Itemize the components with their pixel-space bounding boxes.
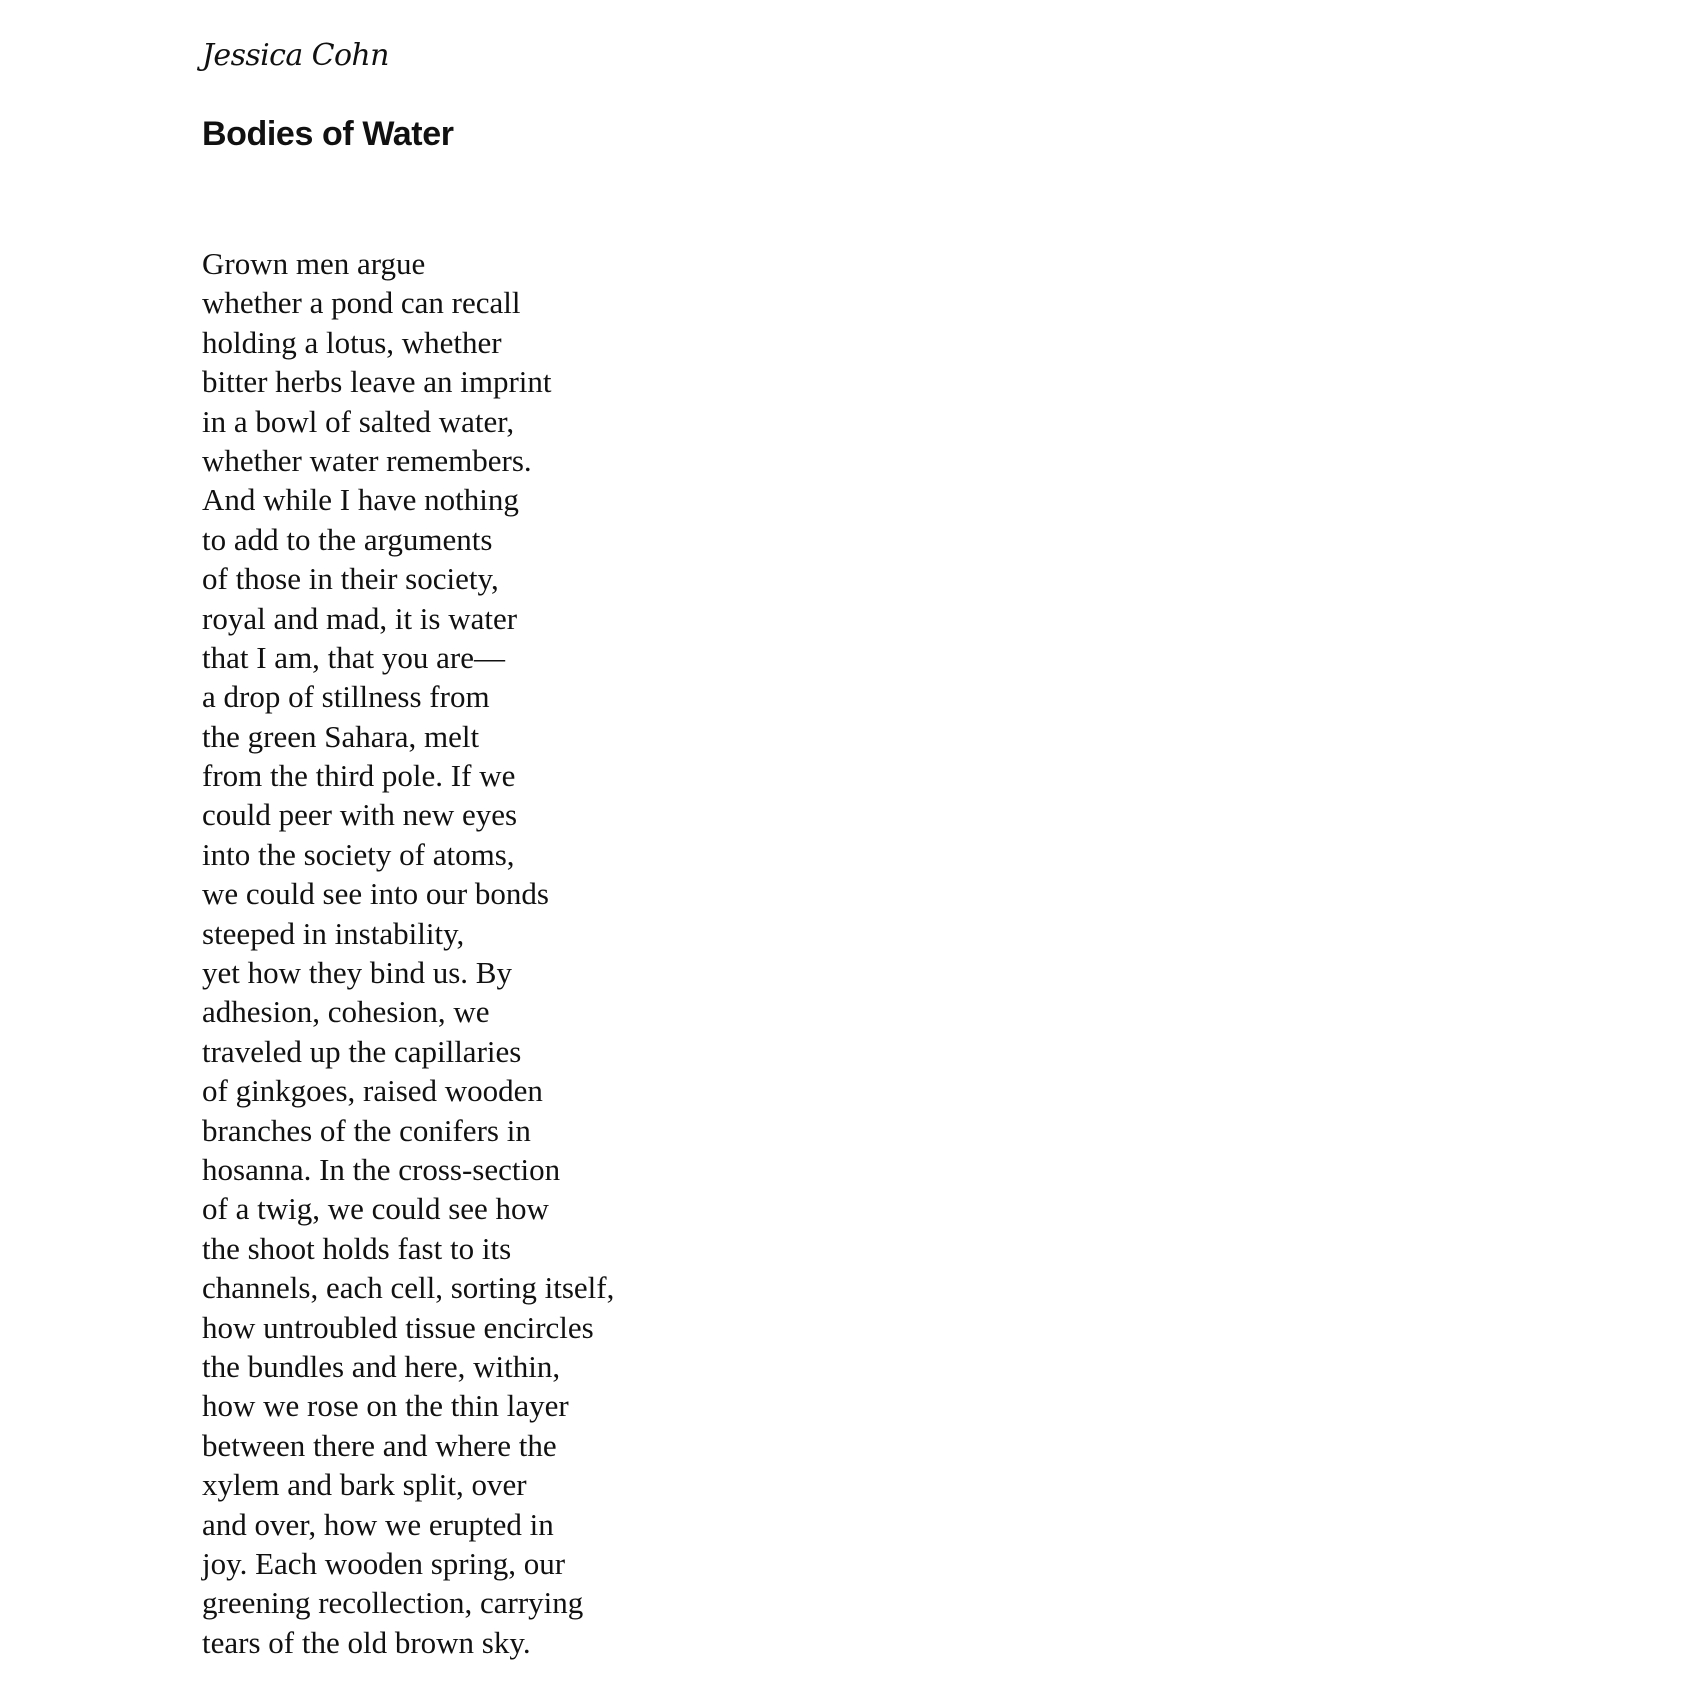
poem-line: of those in their society, bbox=[202, 561, 499, 597]
poem-line: the shoot holds fast to its bbox=[202, 1230, 512, 1266]
poem-line: yet how they bind us. By bbox=[202, 955, 512, 991]
poem-title: Bodies of Water bbox=[202, 115, 454, 153]
poem-line: whether water remembers. bbox=[202, 442, 532, 478]
poem-line: in a bowl of salted water, bbox=[202, 403, 515, 439]
poem-line: of ginkgoes, raised wooden bbox=[202, 1073, 543, 1109]
poem-line: and over, how we erupted in bbox=[202, 1506, 554, 1542]
poem-line: we could see into our bonds bbox=[202, 876, 549, 912]
poem-line: And while I have nothing bbox=[202, 482, 519, 518]
poem-line: royal and mad, it is water bbox=[202, 600, 518, 636]
poem-line: bitter herbs leave an imprint bbox=[202, 364, 552, 400]
poem-line: to add to the arguments bbox=[202, 521, 493, 557]
poem-line: could peer with new eyes bbox=[202, 797, 518, 833]
poem-line: the bundles and here, within, bbox=[202, 1348, 561, 1384]
poem-line: traveled up the capillaries bbox=[202, 1033, 522, 1069]
poem-line: that I am, that you are— bbox=[202, 639, 506, 675]
poem-line: a drop of stillness from bbox=[202, 679, 490, 715]
poem-line: from the third pole. If we bbox=[202, 758, 516, 794]
poem-body bbox=[202, 244, 614, 1662]
poem-line: how we rose on the thin layer bbox=[202, 1388, 569, 1424]
poem-line: between there and where the bbox=[202, 1427, 557, 1463]
poem-line: adhesion, cohesion, we bbox=[202, 994, 490, 1030]
poem-line: xylem and bark split, over bbox=[202, 1467, 527, 1503]
author-name: Jessica Cohn bbox=[202, 38, 389, 73]
poem-line: joy. Each wooden spring, our bbox=[202, 1545, 566, 1581]
poem-line: greening recollection, carrying bbox=[202, 1585, 584, 1621]
poem-line: channels, each cell, sorting itself, bbox=[202, 1270, 615, 1306]
poem-line: tears of the old brown sky. bbox=[202, 1624, 531, 1660]
poem-line: into the society of atoms, bbox=[202, 836, 515, 872]
poem-line: steeped in instability, bbox=[202, 915, 465, 951]
poem-line: whether a pond can recall bbox=[202, 285, 521, 321]
poem-line: hosanna. In the cross-section bbox=[202, 1151, 561, 1187]
poem-line: Grown men argue bbox=[202, 246, 426, 281]
poem-line: how untroubled tissue encircles bbox=[202, 1309, 594, 1345]
poem-line: of a twig, we could see how bbox=[202, 1191, 549, 1227]
poem-line: the green Sahara, melt bbox=[202, 718, 480, 754]
poem-line: branches of the conifers in bbox=[202, 1112, 531, 1148]
poem-line: holding a lotus, whether bbox=[202, 324, 502, 360]
